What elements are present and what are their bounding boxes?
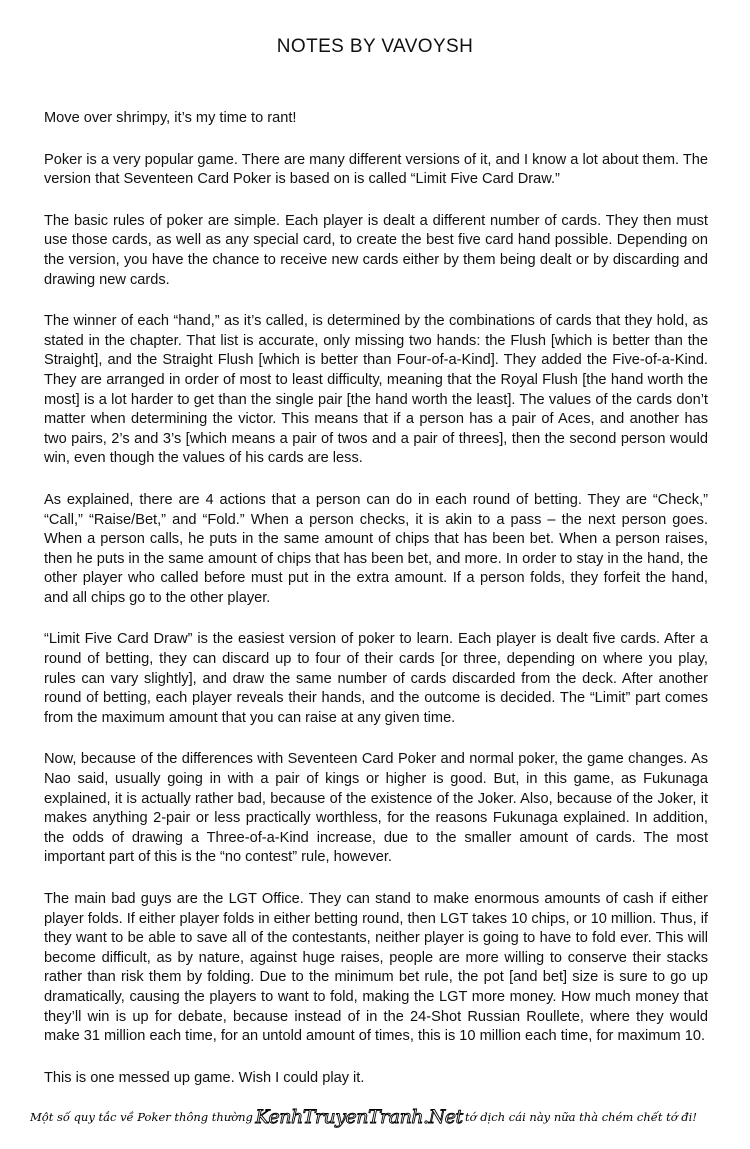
paragraph-limit-five-card-draw: “Limit Five Card Draw” is the easiest version of poker to learn. Each player is dealt five cards. After a round of betting, they can discard up to four of their cards [or three, depending on where you play, rules can vary slightly], and draw the same number of cards discarded from the deck. After another round of betting, each player reveals their hands, and the outcome is decided. The “Limit” part comes from the maximum amount that you can raise at any given time. [44,631,708,726]
paragraph-intro: Move over shrimpy, it’s my time to rant! [44,110,297,126]
watermark-logo: KenhTruyenTranh.Net [255,1106,463,1128]
notes-body [44,109,708,1110]
paragraph-lgt-office: The main bad guys are the LGT Office. They can stand to make enormous amounts of cash if either player folds. If either player folds in either betting round, then LGT takes 10 chips, or 10 million. Thus, if they want to be able to save all of the contestants, neither player is going to have to fold ever. This will become difficult, as by nature, against huge raises, people are more willing to conserve their stacks rather than risk them by folding. Due to the minimum bet rule, the pot [and bet] size is sure to go up dramatically, causing the players to want to fold, making the LGT more money. How much money that they’ll win is up for debate, because instead of in the 24-Shot Russian Roullete, where they would make 31 million each time, for an untold amount of times, this is 10 million each time, for maximum 10. [44,891,708,1045]
paragraph-hand-rankings: The winner of each “hand,” as it’s called, is determined by the combinations of cards that they hold, as stated in the chapter. That list is accurate, only missing two hands: the Flush [which is better than the Straight], and the Straight Flush [which is better than Four-of-a-Kind]. They added the Five-of-a-Kind. They are arranged in order of most to least difficulty, meaning that the Royal Flush [the hand worth the most] is a lot harder to get than the single pair [the hand worth the least]. The values of the cards don’t matter when determining the victor. This means that if a person has a pair of Aces, and another has two pairs, 2’s and 3’s [which means a pair of twos and a pair of threes], then the second person would win, even though the values of his cards are less. [44,313,708,467]
translator-footer [30,1106,740,1130]
footer-note-right: tớ dịch cái này nữa thà chém chết tớ đi! [465,1110,697,1124]
paragraph-closing: This is one messed up game. Wish I could play it. [44,1069,365,1086]
paragraph-poker-overview: Poker is a very popular game. There are many different versions of it, and I know a lot about them. The version that Seventeen Card Poker is based on is called “Limit Five Card Draw.” [44,151,708,188]
paragraph-basic-rules: The basic rules of poker are simple. Each player is dealt a different number of cards. They then must use those cards, as well as any special card, to create the best five card hand possible. Depending on the version, you have the chance to receive new cards either by them being dealt or by discarding and drawing new cards. [44,212,708,288]
paragraph-seventeen-card-differences: Now, because of the differences with Seventeen Card Poker and normal poker, the game changes. As Nao said, usually going in with a pair of kings or higher is good. But, in this game, as Fukunaga explained, it is actually rather bad, because of the existence of the Joker. Also, because of the Joker, it makes anything 2-pair or less practically worthless, for the reasons Fukunaga explained. In addition, the odds of drawing a Three-of-a-Kind increase, due to the smaller amount of cards. The most important part of this is the “no contest” rule, however. [44,751,708,866]
paragraph-betting-actions: As explained, there are 4 actions that a person can do in each round of betting. They are “Check,” “Call,” “Raise/Bet,” and “Fold.” When a person checks, it is akin to a pass – the next person goes. When a person calls, he puts in the same amount of chips that has been bet. When a person raises, then he puts in the same amount of chips that has been bet, and more. In order to stay in the hand, the other player who called before must put in the extra amount. If a person folds, they forfeit the hand, and all chips go to the other player. [44,491,708,606]
page-title: NOTES BY VAVOYSH [276,36,474,57]
footer-note-left: Một số quy tắc về Poker thông thường [30,1110,253,1124]
